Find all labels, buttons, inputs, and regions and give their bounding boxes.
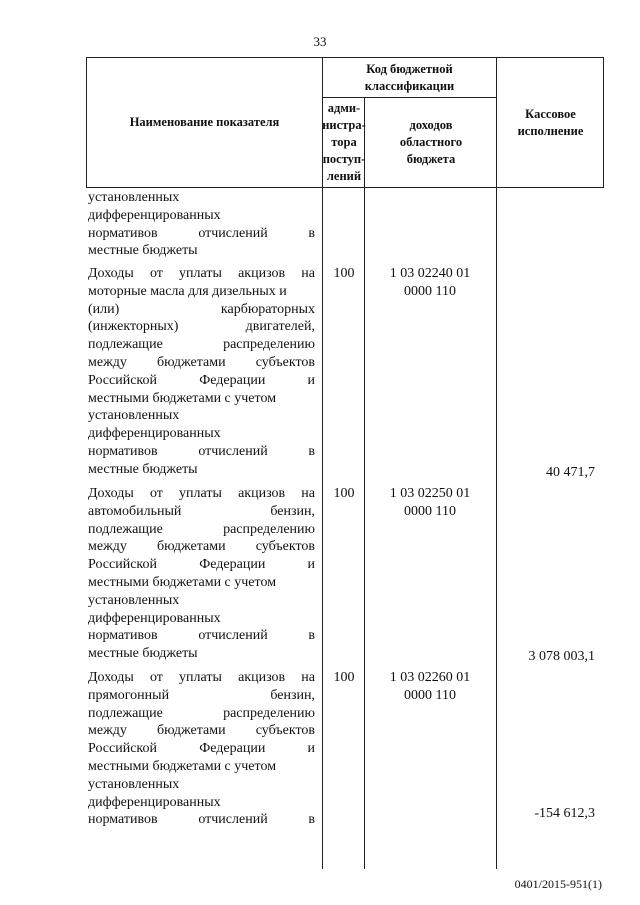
description-word: между [88, 354, 127, 370]
description-line [88, 722, 315, 740]
description-word: отчислений [198, 443, 268, 459]
description-word: нормативов [88, 443, 158, 459]
description-line [88, 372, 315, 390]
description-line [88, 318, 315, 336]
description-word: уплаты [179, 486, 222, 501]
budget-code-line: 1 03 02250 01 [389, 486, 471, 501]
budget-code-line: 1 03 02240 01 [389, 266, 471, 281]
description-word: акцизов [238, 266, 286, 281]
header-revenue-line: бюджета [406, 152, 456, 166]
description-line [88, 794, 315, 812]
description-word: и [307, 372, 315, 388]
description-line [88, 538, 315, 556]
row-description [88, 189, 315, 260]
description-word: в [308, 628, 315, 644]
header-revenue-col [366, 98, 496, 187]
description-word: установленных [88, 776, 180, 792]
description-word: подлежащие [88, 705, 163, 721]
description-word: Федерации [199, 741, 266, 757]
description-word: между [88, 539, 127, 555]
description-line [88, 461, 315, 479]
header-admin-line: лений [326, 169, 362, 183]
description-word: от [149, 670, 163, 685]
description-word: местные бюджеты [88, 243, 198, 259]
description-word: в [308, 812, 315, 828]
column-divider [496, 187, 497, 869]
budget-code [364, 669, 496, 705]
description-word: местными бюджетами с учетом [88, 574, 277, 590]
description-word: нормативов [88, 225, 158, 241]
description-word: субъектов [255, 723, 315, 739]
description-line [88, 207, 315, 225]
row-description [88, 485, 315, 663]
description-word: двигателей, [245, 319, 315, 335]
description-word: автомобильный [88, 503, 182, 519]
description-word: местными бюджетами с учетом [88, 758, 277, 774]
description-word: прямогонный [88, 687, 170, 703]
description-word: отчислений [198, 225, 268, 241]
description-word: моторные масла для дизельных и [88, 283, 287, 299]
row-description [88, 669, 315, 829]
header-execution-line: Кассовое [525, 106, 576, 121]
description-word: местные бюджеты [88, 461, 198, 477]
description-line [88, 610, 315, 628]
budget-code-line: 0000 110 [404, 688, 456, 703]
description-word: уплаты [179, 670, 222, 685]
description-word: бюджетами [157, 354, 226, 370]
description-word: на [301, 486, 315, 501]
description-word: субъектов [255, 354, 315, 370]
description-word: между [88, 723, 127, 739]
description-word: нормативов [88, 628, 158, 644]
budget-code-line: 0000 110 [404, 504, 456, 519]
description-word: и [307, 741, 315, 757]
description-line [88, 645, 315, 663]
description-line [88, 301, 315, 319]
header-revenue-line: областного [399, 135, 463, 149]
description-line [88, 503, 315, 521]
description-word: установленных [88, 592, 180, 608]
header-code-line: Код бюджетной [366, 61, 453, 76]
header-admin-line: поступ- [322, 152, 366, 166]
description-line [88, 776, 315, 794]
description-word: подлежащие [88, 521, 163, 537]
description-word: Доходы [88, 266, 134, 281]
description-line [88, 811, 315, 829]
admin-code: 100 [333, 486, 355, 501]
header-admin-line: нистра- [322, 118, 366, 132]
execution-amount: 40 471,7 [546, 465, 595, 480]
row-description [88, 265, 315, 479]
description-line [88, 443, 315, 461]
header-admin-line: тора [331, 135, 357, 149]
description-word: распределению [223, 705, 315, 721]
description-line [88, 265, 315, 283]
header-revenue-line: доходов [409, 118, 453, 132]
description-line [88, 390, 315, 408]
admin-code: 100 [333, 670, 355, 685]
description-line [88, 425, 315, 443]
description-line [88, 669, 315, 687]
column-divider [322, 187, 323, 869]
description-word: Федерации [199, 372, 266, 388]
description-word: субъектов [255, 539, 315, 555]
description-word: (инжекторных) [88, 319, 179, 335]
description-word: отчислений [198, 628, 268, 644]
header-code-group [323, 58, 496, 97]
description-word: (или) [88, 301, 120, 317]
description-line [88, 283, 315, 301]
description-line [88, 485, 315, 503]
description-word: Доходы [88, 486, 134, 501]
description-word: Федерации [199, 557, 266, 573]
description-line [88, 242, 315, 260]
budget-code [364, 265, 496, 301]
description-word: бюджетами [157, 723, 226, 739]
description-line [88, 740, 315, 758]
header-name-col [87, 58, 322, 187]
description-word: Российской [88, 372, 157, 388]
description-word: местными бюджетами с учетом [88, 390, 277, 406]
execution-amount: 3 078 003,1 [528, 649, 595, 664]
description-word: на [301, 670, 315, 685]
header-code-line: классификации [364, 78, 455, 93]
description-word: дифференцированных [88, 794, 221, 810]
description-word: дифференцированных [88, 207, 221, 223]
description-line [88, 407, 315, 425]
description-word: бензин, [270, 687, 315, 703]
document-code: 0401/2015-951(1) [514, 877, 602, 891]
description-word: карбюраторных [220, 301, 315, 317]
description-word: нормативов [88, 812, 158, 828]
description-word: дифференцированных [88, 426, 221, 442]
budget-code [364, 485, 496, 521]
description-word: уплаты [179, 266, 222, 281]
header-admin-col [323, 98, 365, 187]
budget-code-line: 1 03 02260 01 [389, 670, 471, 685]
description-word: от [149, 266, 163, 281]
description-word: подлежащие [88, 337, 163, 353]
header-admin-line: адми- [327, 101, 361, 115]
description-word: Доходы [88, 670, 134, 685]
description-line [88, 687, 315, 705]
description-word: бензин, [270, 503, 315, 519]
description-line [88, 705, 315, 723]
description-line [88, 627, 315, 645]
description-word: акцизов [238, 486, 286, 501]
description-word: Российской [88, 741, 157, 757]
description-word: местные бюджеты [88, 646, 198, 662]
description-line [88, 225, 315, 243]
description-line [88, 556, 315, 574]
description-word: распределению [223, 521, 315, 537]
description-word: установленных [88, 408, 180, 424]
header-name-label: Наименование показателя [129, 115, 280, 129]
description-word: в [308, 443, 315, 459]
description-word: и [307, 557, 315, 573]
description-word: Российской [88, 557, 157, 573]
admin-code: 100 [333, 266, 355, 281]
budget-code-line: 0000 110 [404, 284, 456, 299]
header-execution-col [498, 58, 603, 187]
description-line [88, 592, 315, 610]
description-word: дифференцированных [88, 610, 221, 626]
description-word: распределению [223, 337, 315, 353]
description-word: бюджетами [157, 539, 226, 555]
description-line [88, 354, 315, 372]
description-word: акцизов [238, 670, 286, 685]
description-line [88, 521, 315, 539]
description-line [88, 336, 315, 354]
header-execution-line: исполнение [517, 123, 584, 138]
description-word: на [301, 266, 315, 281]
description-word: установленных [88, 190, 180, 205]
description-line [88, 574, 315, 592]
description-line [88, 758, 315, 776]
description-word: от [149, 486, 163, 501]
description-line [88, 189, 315, 207]
description-word: в [308, 225, 315, 241]
page-number: 33 [313, 34, 327, 49]
description-word: отчислений [198, 812, 268, 828]
execution-amount: -154 612,3 [534, 806, 595, 821]
